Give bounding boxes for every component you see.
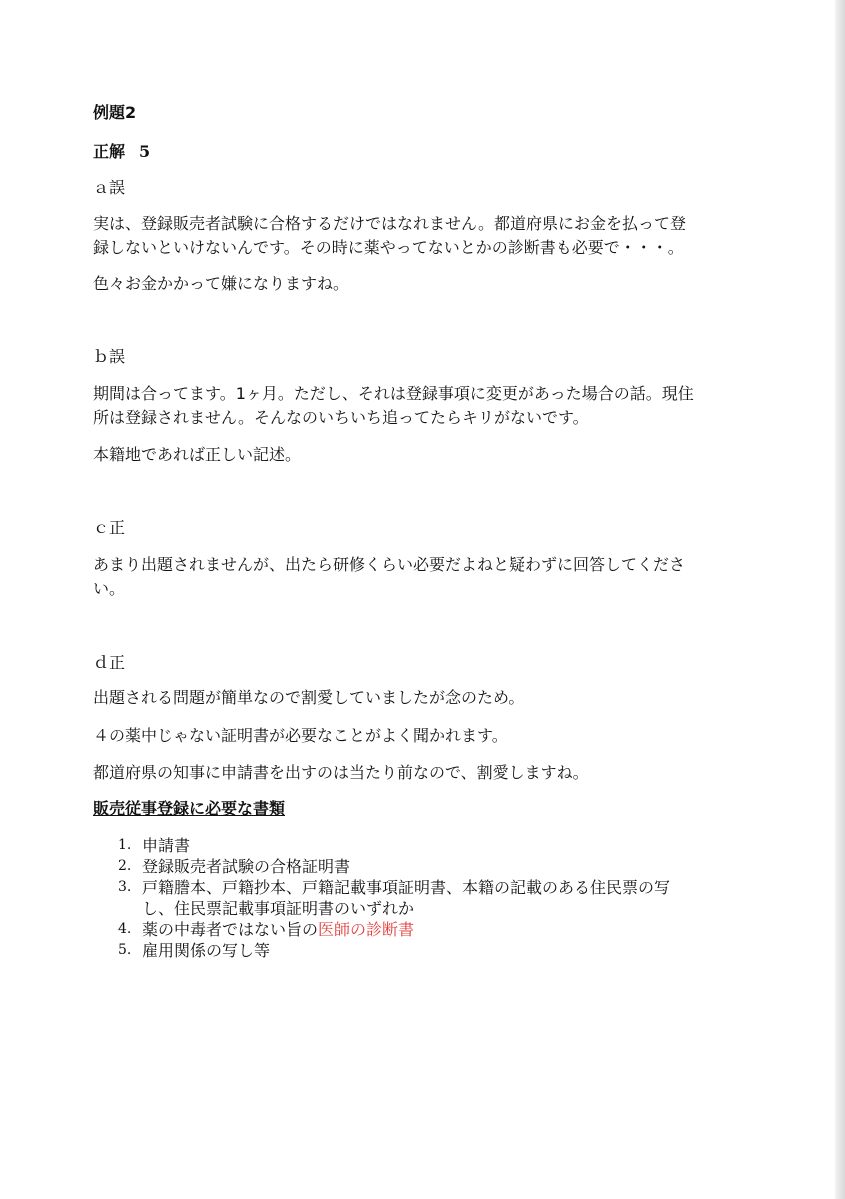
list-item-text: 戸籍謄本、戸籍抄本、戸籍記載事項証明書、本籍の記載のある住民票の写 <box>142 878 671 897</box>
item-c-line-1: あまり出題されませんが、出たら研修くらい必要だよねと疑わずに回答してくださ <box>93 555 686 574</box>
list-item-text: 登録販売者試験の合格証明書 <box>142 857 351 876</box>
item-a-label: ａ誤 <box>93 178 126 197</box>
item-d-label: ｄ正 <box>93 653 126 672</box>
list-item <box>93 835 753 856</box>
item-b-line-2: 所は登録されません。そんなのいちいち追ってたらキリがないです。 <box>93 408 589 427</box>
example-title: 例題2 <box>93 103 137 122</box>
answer-label: 正解 <box>93 142 126 161</box>
item-a-line-1: 実は、登録販売者試験に合格するだけではなれません。都道府県にお金を払って登 <box>93 214 686 233</box>
documents-heading: 販売従事登録に必要な書類 <box>93 799 286 818</box>
item-c-label: ｃ正 <box>93 518 126 537</box>
item-d-line-3: 都道府県の知事に申請書を出すのは当たり前なので、割愛しますね。 <box>93 763 589 782</box>
list-number: 1. <box>118 837 132 853</box>
item-b-line-1: 期間は合ってます。1ヶ月。ただし、それは登録事項に変更があった場合の話。現住 <box>93 384 694 403</box>
answer-line <box>93 142 150 162</box>
item-c-line-2: い。 <box>93 579 126 598</box>
answer-value: 5 <box>139 142 151 161</box>
list-item-text: 薬の中毒者ではない旨の <box>142 920 319 939</box>
item-d-line-2: ４の薬中じゃない証明書が必要なことがよく聞かれます。 <box>93 726 508 745</box>
list-number: 2. <box>118 858 132 874</box>
list-item <box>93 856 753 877</box>
item-d-line-1: 出題される問題が簡単なので割愛していましたが念のため。 <box>93 688 525 707</box>
list-item-text: 雇用関係の写し等 <box>142 941 271 960</box>
item-a-line-2: 録しないといけないんです。その時に薬やってないとかの診断書も必要で・・・。 <box>93 238 684 257</box>
item-b-note: 本籍地であれば正しい記述。 <box>93 445 302 464</box>
list-number: 5. <box>118 942 132 958</box>
list-item <box>93 919 753 940</box>
list-number: 3. <box>118 879 132 895</box>
list-number: 4. <box>118 921 132 937</box>
list-item <box>93 940 753 961</box>
list-item-text-continued: し、住民票記載事項証明書のいずれか <box>142 899 415 918</box>
highlighted-text: 医師の診断書 <box>318 920 415 939</box>
item-b-label: ｂ誤 <box>93 347 126 366</box>
page-edge-shadow <box>835 0 845 1199</box>
item-a-note: 色々お金かかって嫌になりますね。 <box>93 274 350 293</box>
list-item-text: 申請書 <box>142 836 191 855</box>
documents-list <box>93 835 753 961</box>
list-item <box>93 877 753 919</box>
